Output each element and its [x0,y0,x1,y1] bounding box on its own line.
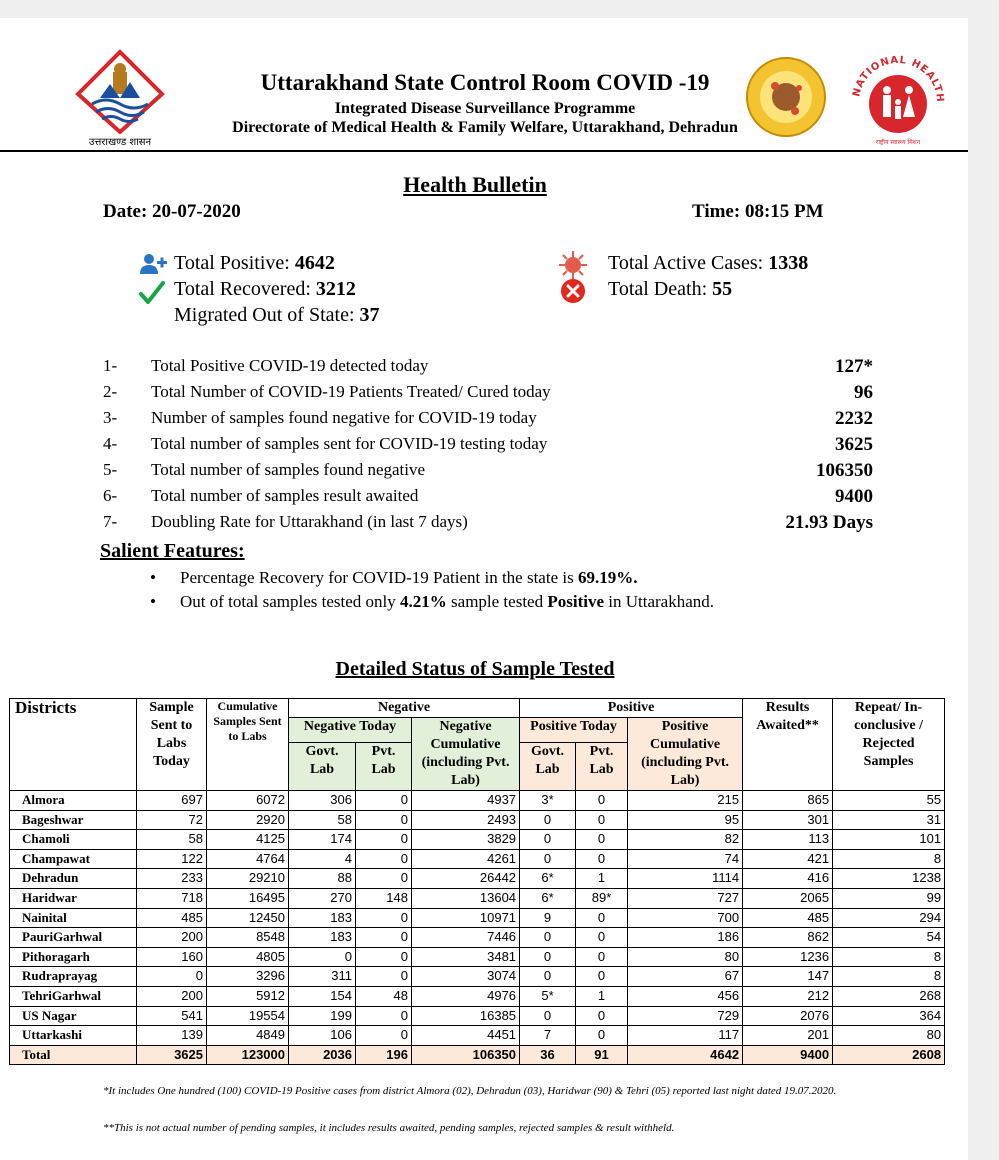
table-cell: 89* [576,888,628,908]
item-number: 2- [103,382,118,401]
table-cell: 0 [356,947,412,967]
item-number: 4- [103,434,118,453]
table-row [10,986,945,1006]
table-cell: 233 [137,869,207,889]
table-cell: 199 [289,1006,356,1026]
table-cell: 82 [628,830,743,850]
table-cell: 0 [137,967,207,987]
table-cell: 139 [137,1026,207,1046]
table-cell: 0 [356,1026,412,1046]
table-cell: 1 [576,986,628,1006]
table-cell: 6072 [207,791,289,811]
table-cell: 0 [520,947,576,967]
table-cell: 5* [520,986,576,1006]
covid-campaign-logo [745,56,827,138]
bulletin-time: Time: 08:15 PM [692,201,824,222]
table-row [10,830,945,850]
table-cell: 212 [743,986,833,1006]
item-number: 1- [103,356,118,375]
table-cell: 0 [356,830,412,850]
table-cell: 186 [628,928,743,948]
table-cell: 122 [137,849,207,869]
table-cell: 0 [356,810,412,830]
list-item [0,512,968,538]
table-cell: 268 [833,986,945,1006]
table-cell: 2608 [833,1045,945,1065]
table-cell: 421 [743,849,833,869]
table-cell: 106 [289,1026,356,1046]
table-cell: 113 [743,830,833,850]
bulletin-heading: Health Bulletin [403,172,547,197]
table-cell: 0 [576,791,628,811]
item-text: Total number of samples result awaited [151,486,419,505]
table-row [10,1006,945,1026]
table-cell: 0 [356,869,412,889]
bullet-bold: Positive [547,592,604,611]
table-cell: 4849 [207,1026,289,1046]
table-cell: 48 [356,986,412,1006]
district-name-cell: Total [10,1045,137,1065]
district-name-cell: PauriGarhwal [10,928,137,948]
item-number: 3- [103,408,118,427]
table-cell: 13604 [412,888,520,908]
header-positive-today: Positive Today [520,718,628,743]
nhm-logo-caption: राष्ट्रीय स्वास्थ्य मिशन [875,139,921,146]
table-row [10,869,945,889]
list-item [0,486,968,512]
table-cell: 154 [289,986,356,1006]
table-cell: 3481 [412,947,520,967]
table-cell: 0 [520,810,576,830]
table-cell: 862 [743,928,833,948]
page-subtitle: Integrated Disease Surveillance Programme [334,100,636,117]
table-cell: 183 [289,908,356,928]
list-item [0,434,968,460]
table-cell: 200 [137,928,207,948]
table-cell: 2036 [289,1045,356,1065]
header-negative: Negative [289,699,520,718]
district-name-cell: US Nagar [10,1006,137,1026]
table-cell: 0 [576,1026,628,1046]
table-cell: 16495 [207,888,289,908]
table-cell: 58 [289,810,356,830]
district-name-cell: Chamoli [10,830,137,850]
table-cell: 6* [520,888,576,908]
total-positive-stat [174,252,335,275]
table-cell: 8 [833,849,945,869]
migrated-stat [174,304,380,327]
list-item [0,356,968,382]
table-cell: 485 [743,908,833,928]
table-cell: 3* [520,791,576,811]
table-cell: 485 [137,908,207,928]
item-value: 96 [854,382,873,403]
table-cell: 301 [743,810,833,830]
table-cell: 91 [576,1045,628,1065]
table-total-row [10,1045,945,1065]
item-number: 7- [103,512,118,531]
table-row [10,849,945,869]
bulletin-date: Date: 20-07-2020 [103,201,241,222]
table-cell: 174 [289,830,356,850]
header-negative-cumulative: Negative Cumulative (including Pvt. Lab) [412,718,520,791]
table-row [10,1026,945,1046]
table-cell: 4937 [412,791,520,811]
table-cell: 67 [628,967,743,987]
district-name-cell: Haridwar [10,888,137,908]
table-cell: 7446 [412,928,520,948]
header-neg-govt-lab: Govt. Lab [289,742,356,790]
table-cell: 36 [520,1045,576,1065]
list-item [0,382,968,408]
item-text: Doubling Rate for Uttarakhand (in last 7 days) [151,512,468,531]
header-pos-govt-lab: Govt. Lab [520,742,576,790]
table-cell: 54 [833,928,945,948]
table-row [10,810,945,830]
table-cell: 8548 [207,928,289,948]
item-text: Total number of samples found negative [151,460,426,479]
table-cell: 0 [356,1006,412,1026]
table-cell: 2076 [743,1006,833,1026]
total-recovered-stat [174,278,356,301]
sample-status-table [9,698,945,1065]
table-cell: 0 [576,1006,628,1026]
active-cases-value: 1338 [768,252,809,274]
active-cases-label: Total Active Cases: [608,252,764,274]
table-cell: 0 [356,849,412,869]
table-cell: 270 [289,888,356,908]
bullet-text: sample tested [446,592,548,611]
header-positive: Positive [520,699,743,718]
table-row [10,908,945,928]
death-value: 55 [712,278,733,300]
page-subtitle-2: Directorate of Medical Health & Family Welfare, Uttarakhand, Dehradun [232,119,738,136]
header-neg-pvt-lab: Pvt. Lab [356,742,412,790]
table-cell: 4764 [207,849,289,869]
item-value: 3625 [835,434,873,455]
table-cell: 3829 [412,830,520,850]
table-cell: 4976 [412,986,520,1006]
table-cell: 0 [576,928,628,948]
district-name-cell: Dehradun [10,869,137,889]
footnote-1: *It includes One hundred (100) COVID-19 Positive cases from district Almora (02), Dehradun (03), Haridwar (90) & Tehri (05) reported last night dated 19.07.2020. [103,1085,837,1097]
table-cell: 101 [833,830,945,850]
table-cell: 0 [356,928,412,948]
table-cell: 215 [628,791,743,811]
table-cell: 29210 [207,869,289,889]
add-user-icon [138,252,168,276]
salient-bullet-1: • Percentage Recovery for COVID-19 Patient in the state is 69.19%. [150,568,638,587]
table-cell: 1238 [833,869,945,889]
table-title: Detailed Status of Sample Tested [335,658,615,680]
total-positive-label: Total Positive: [174,252,290,274]
table-cell: 0 [576,908,628,928]
item-number: 6- [103,486,118,505]
header-sample-sent-today: Sample Sent to Labs Today [137,699,207,791]
total-recovered-label: Total Recovered: [174,278,311,300]
table-cell: 160 [137,947,207,967]
table-cell: 117 [628,1026,743,1046]
table-cell: 123000 [207,1045,289,1065]
table-row [10,967,945,987]
table-cell: 0 [576,849,628,869]
table-cell: 0 [289,947,356,967]
table-cell: 1114 [628,869,743,889]
item-value: 21.93 Days [785,512,873,533]
table-cell: 106350 [412,1045,520,1065]
table-cell: 10971 [412,908,520,928]
table-cell: 3074 [412,967,520,987]
bullet-text: Out of total samples tested only [180,592,401,611]
salient-heading: Salient Features: [100,540,245,562]
table-cell: 58 [137,830,207,850]
table-cell: 147 [743,967,833,987]
table-cell: 0 [576,830,628,850]
header-results-awaited: Results Awaited** [743,699,833,791]
table-cell: 201 [743,1026,833,1046]
nhm-logo [845,44,951,150]
migrated-value: 37 [359,304,380,326]
table-cell: 196 [356,1045,412,1065]
bullet-bold: 69.19%. [577,568,638,587]
bullet-bold: 4.21% [400,592,447,611]
item-value: 2232 [835,408,873,429]
table-cell: 99 [833,888,945,908]
table-cell: 697 [137,791,207,811]
table-row [10,791,945,811]
list-item [0,460,968,486]
table-cell: 4642 [628,1045,743,1065]
header-districts: Districts [10,699,137,791]
header-positive-cumulative: Positive Cumulative (including Pvt. Lab) [628,718,743,791]
table-cell: 55 [833,791,945,811]
table-cell: 0 [520,849,576,869]
table-body [10,791,945,1065]
table-cell: 729 [628,1006,743,1026]
active-cases-stat [608,252,808,275]
migrated-label: Migrated Out of State: [174,304,355,326]
state-emblem-icon [70,48,170,148]
header-divider [0,150,968,152]
table-cell: 865 [743,791,833,811]
table-cell: 727 [628,888,743,908]
death-stat [608,278,732,301]
table-cell: 95 [628,810,743,830]
bulletin-page [0,18,968,1160]
header-repeat-rejected: Repeat/ In-conclusive / Rejected Samples [833,699,945,791]
list-item [0,408,968,434]
table-cell: 416 [743,869,833,889]
close-circle-icon [560,278,586,304]
table-cell: 1 [576,869,628,889]
table-cell: 183 [289,928,356,948]
table-cell: 148 [356,888,412,908]
table-cell: 2065 [743,888,833,908]
table-cell: 1236 [743,947,833,967]
table-cell: 456 [628,986,743,1006]
table-cell: 80 [628,947,743,967]
table-cell: 700 [628,908,743,928]
table-cell: 7 [520,1026,576,1046]
table-cell: 9 [520,908,576,928]
bullet-text: Percentage Recovery for COVID-19 Patient in the state is [180,568,578,587]
check-icon [138,280,166,306]
table-cell: 74 [628,849,743,869]
district-name-cell: Almora [10,791,137,811]
item-text: Number of samples found negative for COVID-19 today [151,408,537,427]
table-cell: 31 [833,810,945,830]
item-text: Total Positive COVID-19 detected today [151,356,429,375]
emblem-caption: उत्तराखण्ड शासन [88,137,152,148]
district-name-cell: Pithoragarh [10,947,137,967]
table-cell: 0 [576,967,628,987]
table-cell: 80 [833,1026,945,1046]
item-value: 106350 [816,460,873,481]
table-cell: 0 [576,947,628,967]
table-cell: 8 [833,967,945,987]
table-cell: 311 [289,967,356,987]
bullet-text: in Uttarakhand. [604,592,714,611]
table-cell: 19554 [207,1006,289,1026]
table-cell: 0 [356,967,412,987]
table-cell: 2493 [412,810,520,830]
header-pos-pvt-lab: Pvt. Lab [576,742,628,790]
page-title: Uttarakhand State Control Room COVID -19 [260,70,710,95]
table-cell: 4 [289,849,356,869]
death-label: Total Death: [608,278,708,300]
header-cumulative-sent: Cumulative Samples Sent to Labs [207,699,289,791]
district-name-cell: Bageshwar [10,810,137,830]
table-cell: 718 [137,888,207,908]
table-cell: 3296 [207,967,289,987]
table-cell: 6* [520,869,576,889]
item-text: Total number of samples sent for COVID-19 testing today [151,434,548,453]
table-cell: 4451 [412,1026,520,1046]
table-cell: 4805 [207,947,289,967]
table-cell: 16385 [412,1006,520,1026]
table-cell: 0 [576,810,628,830]
district-name-cell: Uttarkashi [10,1026,137,1046]
table-cell: 72 [137,810,207,830]
item-number: 5- [103,460,118,479]
item-text: Total Number of COVID-19 Patients Treated/ Cured today [151,382,551,401]
salient-bullet-2: • Out of total samples tested only 4.21% sample tested Positive in Uttarakhand. [150,592,714,611]
nhm-logo-text: NATIONAL HEALTH [851,54,946,104]
table-cell: 4261 [412,849,520,869]
table-cell: 5912 [207,986,289,1006]
total-positive-value: 4642 [294,252,335,274]
district-name-cell: Rudraprayag [10,967,137,987]
district-name-cell: TehriGarhwal [10,986,137,1006]
table-cell: 0 [356,908,412,928]
item-value: 127* [835,356,873,377]
table-cell: 306 [289,791,356,811]
footnote-2: **This is not actual number of pending samples, it includes results awaited, pending samples, rejected samples & result withheld. [103,1122,675,1134]
table-cell: 12450 [207,908,289,928]
table-cell: 294 [833,908,945,928]
table-cell: 200 [137,986,207,1006]
table-cell: 0 [520,928,576,948]
table-cell: 3625 [137,1045,207,1065]
table-cell: 2920 [207,810,289,830]
header-negative-today: Negative Today [289,718,412,743]
item-value: 9400 [835,486,873,507]
total-recovered-value: 3212 [315,278,356,300]
district-name-cell: Nainital [10,908,137,928]
virus-icon [558,250,588,280]
table-cell: 8 [833,947,945,967]
table-cell: 0 [356,791,412,811]
district-name-cell: Champawat [10,849,137,869]
table-cell: 4125 [207,830,289,850]
table-row [10,888,945,908]
table-cell: 26442 [412,869,520,889]
table-cell: 541 [137,1006,207,1026]
table-row [10,928,945,948]
table-row [10,947,945,967]
table-cell: 364 [833,1006,945,1026]
table-cell: 88 [289,869,356,889]
table-cell: 0 [520,1006,576,1026]
table-cell: 0 [520,967,576,987]
table-cell: 0 [520,830,576,850]
table-cell: 9400 [743,1045,833,1065]
